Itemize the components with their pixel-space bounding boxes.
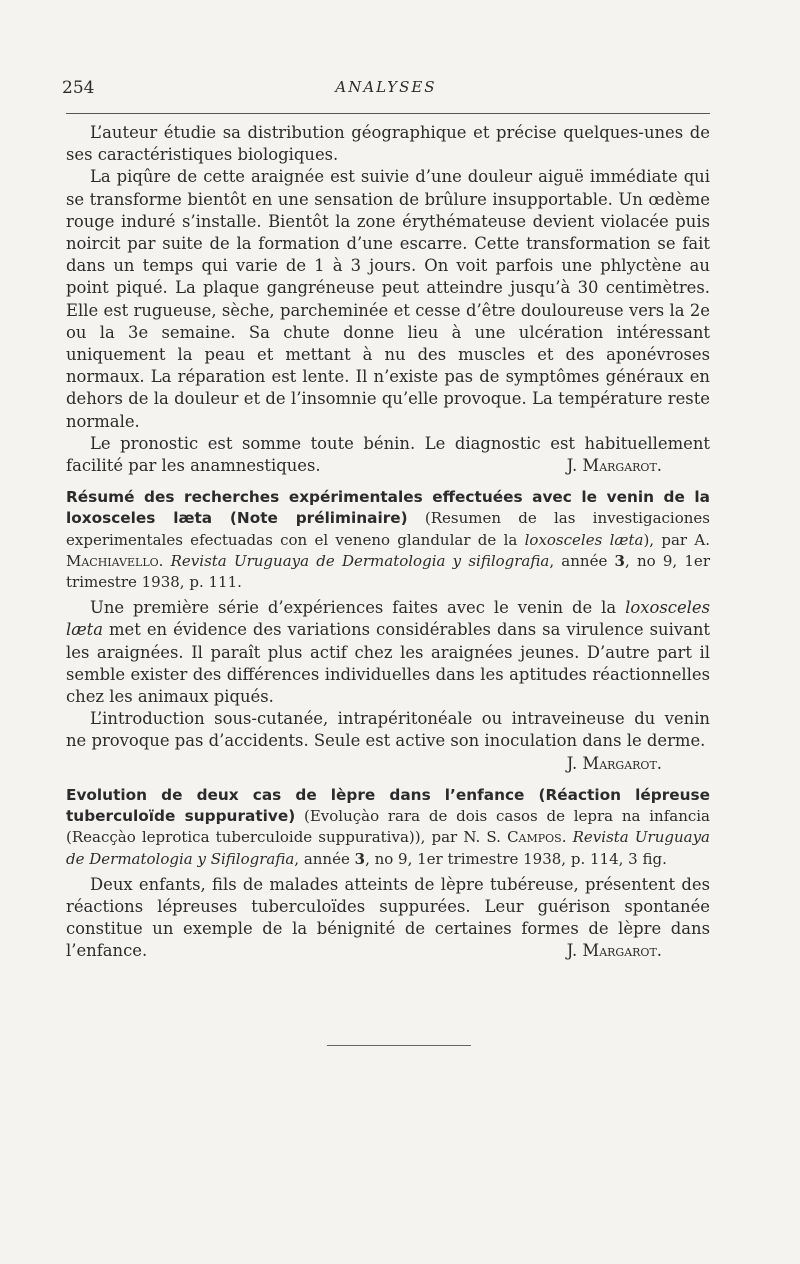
species-name: loxosceles læta <box>66 598 710 640</box>
entry-author: Campos <box>507 828 562 847</box>
paragraph-with-signature <box>66 708 710 775</box>
punctuation: . <box>561 828 573 847</box>
entry-author: Machiavello <box>66 551 159 570</box>
paragraph-text: met en évidence des variations considérables dans sa virulence suivant les araignées. Il paraît plus actif chez les araignées jeunes. D’autre part il semble exister des différences individuelles dans les aptitudes réactionnelles chez les animaux piqués. <box>66 620 710 707</box>
entry-volume: 3 <box>614 551 625 570</box>
running-title: ANALYSES <box>335 78 437 96</box>
entry-year: , année <box>549 551 615 570</box>
entry-reference: (Resumen de las investigaciones experimentales efectuadas con el veneno glandular de la <box>66 509 710 549</box>
paragraph: L’auteur étudie sa distribution géographique et précise quelques-unes de ses caractéristiques biologiques. <box>66 123 710 165</box>
end-rule <box>327 1045 471 1046</box>
entry-title: Résumé des recherches expérimentales effectuées avec le venin de la loxosceles læta (Note préliminaire) <box>66 488 710 528</box>
entry-issue: , no 9, 1er trimestre 1938, p. 111. <box>66 551 710 592</box>
entry-title: Evolution de deux cas de lèpre dans l’enfance (Réaction lépreuse tuberculoïde suppurative) <box>66 785 710 826</box>
entry-issue: , no 9, 1er trimestre 1938, p. 114, 3 fig. <box>365 849 667 868</box>
signature: J. Margarot. <box>566 753 662 773</box>
entry-volume: 3 <box>354 849 366 868</box>
entry-reference: ), par A. <box>643 530 710 549</box>
review-entry <box>66 785 710 870</box>
header-rule <box>66 113 710 114</box>
review-entry <box>66 487 710 593</box>
paragraph-text: L’introduction sous-cutanée, intrapéritonéale ou intraveineuse du venin ne provoque pas d’accidents. Seule est active son inoculation dans le derme. <box>66 709 710 751</box>
species-name: loxosceles læta <box>524 530 644 549</box>
punctuation: . <box>158 551 171 570</box>
paragraph-text: Deux enfants, fils de malades atteints de lèpre tubéreuse, présentent des réactions lépreuses tuberculoïdes suppurées. Leur guérison spontanée constitue un exemple de la bénignité de certaines formes de lèpre dans l’enfance. <box>66 874 710 961</box>
entry-year: , année <box>294 849 355 868</box>
paragraph-with-signature <box>66 874 710 963</box>
paragraph: La piqûre de cette araignée est suivie d’une douleur aiguë immédiate qui se transforme bientôt en une sensation de brûlure insupportable. Un œdème rouge induré s’installe. Bientôt la zone érythémateuse devient violacée puis noircit par suite de la formation d’une escarre. Cette transformation se fait dans un temps qui varie de 1 à 3 jours. On voit parfois une phlyctène au point piqué. La plaque gangréneuse peut atteindre jusqu’à 30 centimètres. Elle est rugueuse, sèche, parcheminée et cesse d’être douloureuse vers la 2e ou la 3e semaine. Sa chute donne lieu à une ulcération intéressant uniquement la peau et mettant à nu des muscles et des aponévroses normaux. La réparation est lente. Il n’existe pas de symptômes généraux en dehors de la douleur et de l’insomnie qu’elle provoque. La température reste normale. <box>66 167 710 431</box>
signature: J. Margarot. <box>566 456 662 476</box>
signature: J. Margarot. <box>566 941 662 961</box>
page-header <box>62 78 710 102</box>
journal-name: Revista Uruguaya de Dermatologia y Sifilografia <box>66 828 710 868</box>
journal-name: Revista Uruguaya de Dermatologia y sifilografia <box>170 551 550 570</box>
entry-reference: (Evoluçào rara de dois casos de lepra na infancia (Reacçào leprotica tuberculoide suppurativa)), par N. S. <box>66 807 711 847</box>
paragraph-text: Une première série d’expériences faites avec le venin de la <box>90 598 626 618</box>
paragraph-text: Le pronostic est somme toute bénin. Le diagnostic est habituellement facilité par les anamnestiques. <box>66 433 710 476</box>
article-body <box>66 122 710 963</box>
page-number: 254 <box>62 78 95 98</box>
paragraph-with-signature <box>66 433 710 477</box>
paragraph <box>66 597 710 708</box>
